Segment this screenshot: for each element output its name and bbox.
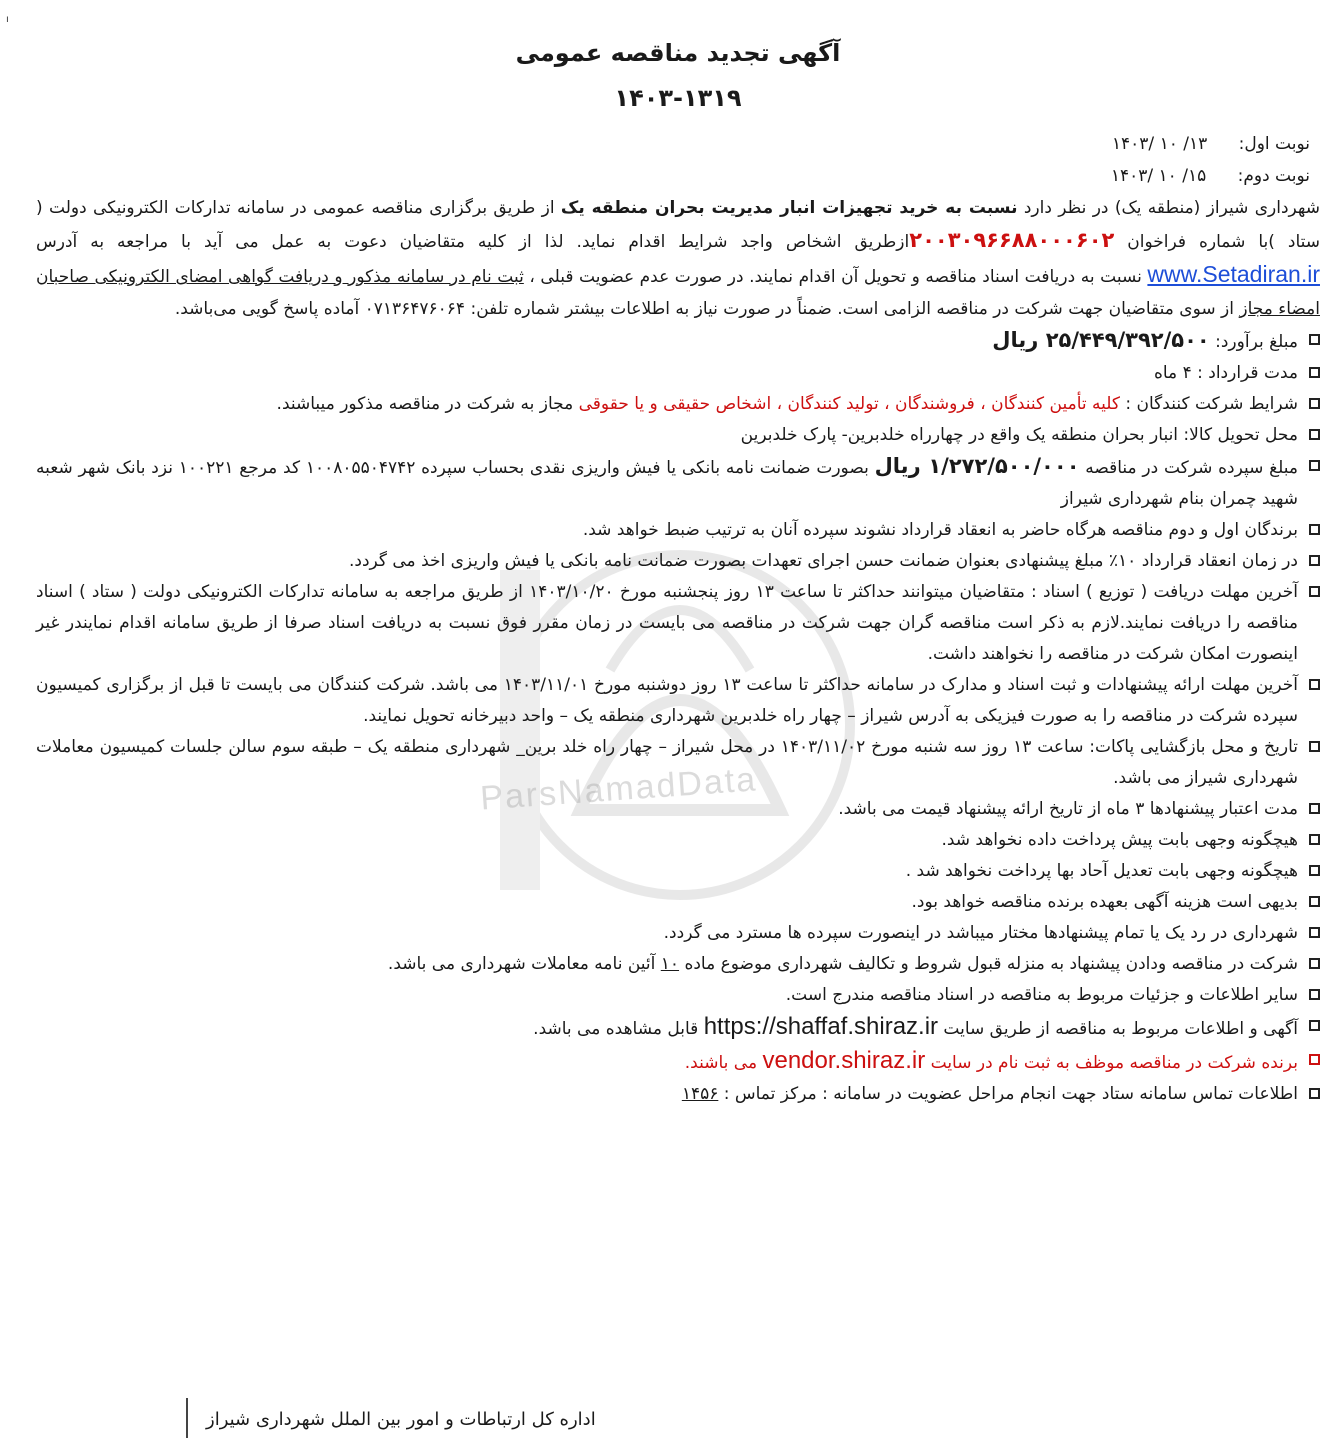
list-item-reject bbox=[36, 918, 1320, 949]
item-text: آگهی و اطلاعات مربوط به مناقصه از طریق سایت bbox=[938, 1019, 1298, 1039]
list-item-contact bbox=[36, 1079, 1320, 1110]
contact-number: ۱۴۵۶ bbox=[681, 1084, 719, 1104]
list-item-docs-deadline bbox=[36, 577, 1320, 670]
intro-subject: نسبت به خرید تجهیزات انبار مدیریت بحران منطقه یک bbox=[560, 198, 1018, 218]
round-second bbox=[36, 160, 1320, 192]
checkbox-bullet-icon bbox=[1309, 958, 1320, 969]
deposit-value: ۱/۲۷۲/۵۰۰/۰۰۰ ریال bbox=[874, 454, 1080, 478]
item-text: بصورت ضمانت نامه بانکی یا فیش واریزی نقدی بحساب سپرده ۱۰۰۸۰۵۵۰۴۷۴۲ کد مرجع ۱۰۰۲۲۱ نزد بانک شهر شعبه شهید چمران بنام شهرداری شیراز bbox=[36, 458, 1298, 509]
notice-title: آگهی تجدید مناقصه عمومی bbox=[515, 39, 841, 67]
checkbox-bullet-icon bbox=[1309, 927, 1320, 938]
checkbox-bullet-icon bbox=[1309, 989, 1320, 1000]
intro-text: از سوی متقاضیان جهت شرکت در مناقصه الزامی است. ضمناً در صورت نیاز به اطلاعات بیشتر شماره تلفن: ۰۷۱۳۶۴۷۶۰۶۴ آماده پاسخ گویی می‌باشد. bbox=[174, 299, 1240, 319]
checkbox-bullet-icon bbox=[1309, 398, 1320, 409]
checkbox-bullet-icon bbox=[1309, 555, 1320, 566]
round-date: ۱۳/ ۱۰ /۱۴۰۳ bbox=[1111, 134, 1208, 154]
eligible-participants: کلیه تأمین کنندگان ، فروشندگان ، تولید کنندگان ، اشخاص حقیقی و یا حقوقی bbox=[578, 394, 1120, 414]
list-item-opening bbox=[36, 732, 1320, 794]
item-text: شهرداری در رد یک یا تمام پیشنهادها مختار میباشد در اینصورت سپرده ها مسترد می گردد. bbox=[663, 923, 1298, 943]
list-item-ad-cost bbox=[36, 887, 1320, 918]
conditions-list bbox=[36, 325, 1320, 1110]
intro-text: نسبت به دریافت اسناد مناقصه و تحویل آن اقدام نمایند. در صورت عدم عضویت قبلی ، bbox=[523, 267, 1148, 287]
checkbox-bullet-icon bbox=[1309, 1054, 1320, 1065]
tender-notice bbox=[36, 30, 1320, 1110]
checkbox-bullet-icon bbox=[1309, 460, 1320, 471]
call-number: ۲۰۰۳۰۹۶۶۸۸۰۰۰۶۰۲ bbox=[909, 228, 1115, 252]
checkbox-bullet-icon bbox=[1309, 834, 1320, 845]
list-item-bids-deadline bbox=[36, 670, 1320, 732]
item-text: می باشند. bbox=[684, 1053, 763, 1073]
checkbox-bullet-icon bbox=[1309, 1020, 1320, 1031]
list-item-acceptance bbox=[36, 949, 1320, 980]
intro-text: شهرداری شیراز (منطقه یک) در نظر دارد bbox=[1017, 198, 1320, 218]
list-item-site bbox=[36, 1011, 1320, 1045]
item-text: مبلغ سپرده شرکت در مناقصه bbox=[1079, 458, 1299, 478]
intro-paragraph bbox=[36, 192, 1320, 325]
vendor-link[interactable]: vendor.shiraz.ir bbox=[762, 1047, 926, 1074]
watermark-text: ParsNamadData bbox=[478, 760, 759, 818]
round-first bbox=[36, 128, 1320, 160]
checkbox-bullet-icon bbox=[1309, 896, 1320, 907]
item-text: هیچگونه وجهی بابت تعدیل آحاد بها پرداخت نخواهد شد . bbox=[905, 861, 1298, 881]
round-date: ۱۵/ ۱۰ /۱۴۰۳ bbox=[1110, 166, 1207, 186]
list-item-winners bbox=[36, 515, 1320, 546]
item-text: مدت قرارداد : ۴ ماه bbox=[1153, 363, 1298, 383]
list-item-estimate bbox=[36, 325, 1320, 358]
item-text: شرکت در مناقصه ودادن پیشنهاد به منزله قبول شروط و تکالیف شهرداری موضوع ماده bbox=[679, 954, 1298, 974]
list-item-delivery bbox=[36, 420, 1320, 451]
issuer-signature: اداره کل ارتباطات و امور بین الملل شهرداری شیراز bbox=[186, 1398, 596, 1438]
intro-text: از طریق برگزاری مناقصه عمومی در سامانه تدارکات الکترونیکی دولت ( ستاد )با شماره فراخوان bbox=[36, 198, 1320, 252]
item-text: محل تحویل کالا: انبار بحران منطقه یک واقع در چهارراه خلدبرین- پارک خلدبرین bbox=[740, 425, 1298, 445]
list-item-guarantee bbox=[36, 546, 1320, 577]
registration-requirement: ثبت نام در سامانه مذکور و دریافت گواهی امضای الکترونیکی صاحبان امضاء مجاز bbox=[36, 267, 1320, 319]
item-text: مدت اعتبار پیشنهادها ۳ ماه از تاریخ ارائه پیشنهاد قیمت می باشد. bbox=[838, 799, 1298, 819]
item-text: بدیهی است هزینه آگهی بعهده برنده مناقصه خواهد بود. bbox=[911, 892, 1298, 912]
checkbox-bullet-icon bbox=[1309, 1088, 1320, 1099]
list-item-duration bbox=[36, 358, 1320, 389]
checkbox-bullet-icon bbox=[1309, 679, 1320, 690]
intro-text: ازطریق اشخاص واجد شرایط اقدام نماید. لذا از کلیه متقاضیان دعوت به عمل می آید با مراجعه به آدرس bbox=[36, 232, 910, 252]
item-text: برنده شرکت در مناقصه موظف به ثبت نام در سایت bbox=[925, 1053, 1298, 1073]
list-item-conditions bbox=[36, 389, 1320, 420]
item-text: سایر اطلاعات و جزئیات مربوط به مناقصه در اسناد مناقصه مندرج است. bbox=[785, 985, 1298, 1005]
item-text: برندگان اول و دوم مناقصه هرگاه حاضر به انعقاد قرارداد نشوند سپرده آنان به ترتیب ضبط خواهد شد. bbox=[582, 520, 1298, 540]
checkbox-bullet-icon bbox=[1309, 865, 1320, 876]
checkbox-bullet-icon bbox=[1309, 367, 1320, 378]
list-item-no-adjust bbox=[36, 856, 1320, 887]
list-item-validity bbox=[36, 794, 1320, 825]
checkbox-bullet-icon bbox=[1309, 524, 1320, 535]
article-number: ۱۰ bbox=[660, 954, 680, 974]
item-text: آخرین مهلت ارائه پیشنهادات و ثبت اسناد و مدارک در سامانه حداکثر تا ساعت ۱۳ روز دوشنبه مورخ ۱۴۰۳/۱۱/۰۱ می باشد. شرکت کنندگان می بایست تا قبل از برگزاری کمیسیون سپرده شرکت در مناقصه را به صورت فیزیکی به آدرس شیراز – چهار راه خلدبرین شهرداری منطقه یک – واحد دبیرخانه تحویل نمایند. bbox=[36, 675, 1298, 726]
list-item-other-info bbox=[36, 980, 1320, 1011]
list-item-no-prepay bbox=[36, 825, 1320, 856]
corner-mark: ı bbox=[6, 14, 9, 25]
item-label: مبلغ برآورد: bbox=[1209, 332, 1298, 352]
shaffaf-link[interactable]: https://shaffaf.shiraz.ir bbox=[703, 1013, 939, 1040]
checkbox-bullet-icon bbox=[1309, 803, 1320, 814]
estimate-value: ۲۵/۴۴۹/۳۹۲/۵۰۰ ریال bbox=[992, 328, 1210, 352]
item-text: تاریخ و محل بازگشایی پاکات: ساعت ۱۳ روز سه شنبه مورخ ۱۴۰۳/۱۱/۰۲ در محل شیراز – چهار راه خلد برین_ شهرداری منطقه یک – طبقه سوم سالن جلسات کمیسیون معاملات شهرداری شیراز می باشد. bbox=[36, 737, 1298, 788]
item-text: هیچگونه وجهی بابت پیش پرداخت داده نخواهد شد. bbox=[941, 830, 1298, 850]
list-item-vendor bbox=[36, 1045, 1320, 1079]
round-label: نوبت اول: bbox=[1238, 134, 1310, 154]
item-text: مجاز به شرکت در مناقصه مذکور میباشند. bbox=[276, 394, 579, 414]
item-text: شرایط شرکت کنندگان : bbox=[1119, 394, 1298, 414]
item-text: در زمان انعقاد قرارداد ۱۰٪ مبلغ پیشنهادی بعنوان ضمانت حسن اجرای تعهدات بصورت ضمانت نامه بانکی یا فیش واریزی اخذ می گردد. bbox=[348, 551, 1298, 571]
checkbox-bullet-icon bbox=[1309, 586, 1320, 597]
checkbox-bullet-icon bbox=[1309, 741, 1320, 752]
item-text: آئین نامه معاملات شهرداری می باشد. bbox=[387, 954, 661, 974]
checkbox-bullet-icon bbox=[1309, 334, 1320, 345]
round-label: نوبت دوم: bbox=[1237, 166, 1310, 186]
notice-number: ۱۴۰۳-۱۳۱۹ bbox=[614, 84, 742, 112]
item-text: آخرین مهلت دریافت ( توزیع ) اسناد : متقاضیان میتوانند حداکثر تا ساعت ۱۳ روز پنجشنبه مورخ ۱۴۰۳/۱۰/۲۰ از طریق مراجعه به سامانه تدارکات الکترونیکی دولت ( ستاد ) اسناد مناقصه را دریافت نمایند.لازم به ذکر است مناقصه گران جهت شرکت در مناقصه می بایست در زمان مقرر فوق نسبت به دریافت اسناد صرفا از طریق سامانه اقدام نمایندر غیر اینصورت امکان شرکت در مناقصه را نخواهند داشت. bbox=[36, 582, 1298, 664]
item-text: اطلاعات تماس سامانه ستاد جهت انجام مراحل عضویت در سامانه : مرکز تماس : bbox=[718, 1084, 1298, 1104]
list-item-deposit bbox=[36, 451, 1320, 515]
item-text: قابل مشاهده می باشد. bbox=[533, 1019, 704, 1039]
setadiran-link[interactable]: www.Setadiran.ir bbox=[1147, 261, 1320, 287]
checkbox-bullet-icon bbox=[1309, 429, 1320, 440]
